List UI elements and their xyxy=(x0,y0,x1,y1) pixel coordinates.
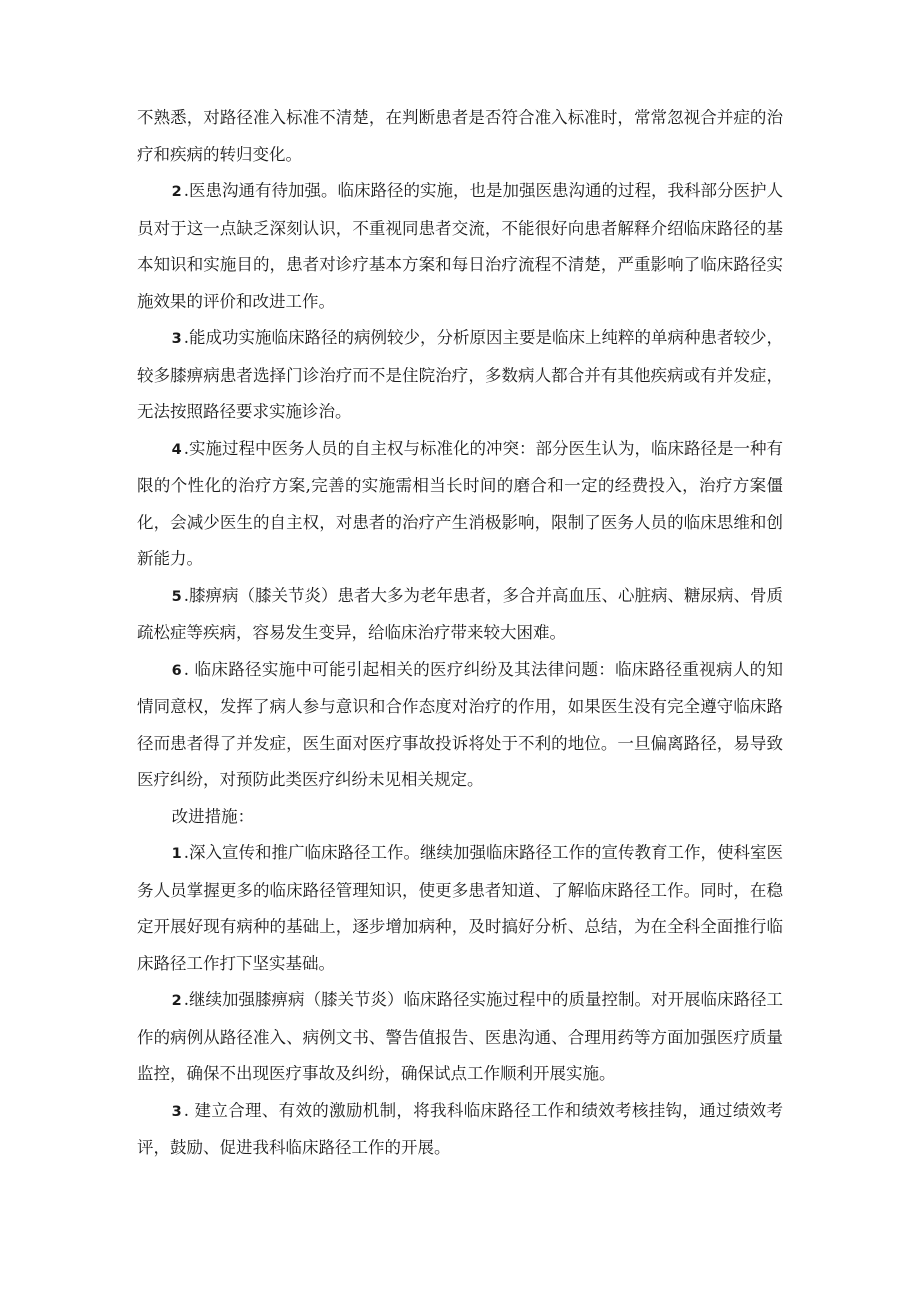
paragraph-text: .实施过程中医务人员的自主权与标准化的冲突：部分医生认为，临床路径是一种有限的个性化的治疗方案,完善的实施需相当长时间的磨合和一定的经费投入，治疗方案僵化，会减少医生的自主权，对患者的治疗产生消极影响，限制了医务人员的临床思维和创新能力。 xyxy=(137,438,783,568)
paragraph-7 xyxy=(137,835,783,982)
paragraph-5 xyxy=(137,652,783,799)
section-heading-improvements xyxy=(137,799,783,836)
paragraph-0 xyxy=(137,100,783,173)
paragraph-3 xyxy=(137,431,783,578)
paragraph-text: .医患沟通有待加强。临床路径的实施，也是加强医患沟通的过程，我科部分医护人员对于这一点缺乏深刻认识，不重视同患者交流，不能很好向患者解释介绍临床路径的基本知识和实施目的，患者对诊疗基本方案和每日治疗流程不清楚，严重影响了临床路径实施效果的评价和改进工作。 xyxy=(137,181,783,311)
item-number: 6 xyxy=(171,662,182,679)
paragraph-2 xyxy=(137,320,783,431)
paragraph-4 xyxy=(137,578,783,652)
paragraph-8 xyxy=(137,982,783,1093)
paragraph-text: . 建立合理、有效的激励机制，将我科临床路径工作和绩效考核挂钩，通过绩效考评，鼓励、促进我科临床路径工作的开展。 xyxy=(137,1100,783,1157)
item-number: 2 xyxy=(171,184,182,200)
paragraph-9 xyxy=(137,1093,783,1167)
paragraph-text: .深入宣传和推广临床路径工作。继续加强临床路径工作的宣传教育工作，使科室医务人员掌握更多的临床路径管理知识，使更多患者知道、了解临床路径工作。同时，在稳定开展好现有病种的基础上，逐步增加病种，及时搞好分析、总结，为在全科全面推行临床路径工作打下坚实基础。 xyxy=(137,843,783,973)
item-number: 1 xyxy=(171,846,182,862)
document-body xyxy=(137,100,783,1167)
paragraph-text: .继续加强膝痹病（膝关节炎）临床路径实施过程中的质量控制。对开展临床路径工作的病例从路径准入、病例文书、警告值报告、医患沟通、合理用药等方面加强医疗质量监控，确保不出现医疗事故及纠纷，确保试点工作顺利开展实施。 xyxy=(137,990,783,1083)
item-number: 3 xyxy=(171,331,182,347)
paragraph-text: .膝痹病（膝关节炎）患者大多为老年患者，多合并高血压、心脏病、糖尿病、骨质疏松症等疾病，容易发生变异，给临床治疗带来较大困难。 xyxy=(137,585,783,642)
item-number: 4 xyxy=(171,441,182,458)
paragraph-text: 改进措施： xyxy=(171,806,255,826)
paragraph-text: .能成功实施临床路径的病例较少，分析原因主要是临床上纯粹的单病种患者较少，较多膝痹病患者选择门诊治疗而不是住院治疗，多数病人都合并有其他疾病或有并发症，无法按照路径要求实施诊治。 xyxy=(137,328,783,421)
item-number: 3 xyxy=(171,1103,182,1120)
paragraph-1 xyxy=(137,173,783,320)
paragraph-text: 不熟悉，对路径准入标准不清楚，在判断患者是否符合准入标准时，常常忽视合并症的治疗和疾病的转归变化。 xyxy=(137,108,783,164)
item-number: 2 xyxy=(171,993,182,1009)
paragraph-text: . 临床路径实施中可能引起相关的医疗纠纷及其法律问题：临床路径重视病人的知情同意权，发挥了病人参与意识和合作态度对治疗的作用，如果医生没有完全遵守临床路径而患者得了并发症，医生面对医疗事故投诉将处于不利的地位。一旦偏离路径，易导致医疗纠纷，对预防此类医疗纠纷未见相关规定。 xyxy=(137,659,783,789)
item-number: 5 xyxy=(171,588,182,605)
